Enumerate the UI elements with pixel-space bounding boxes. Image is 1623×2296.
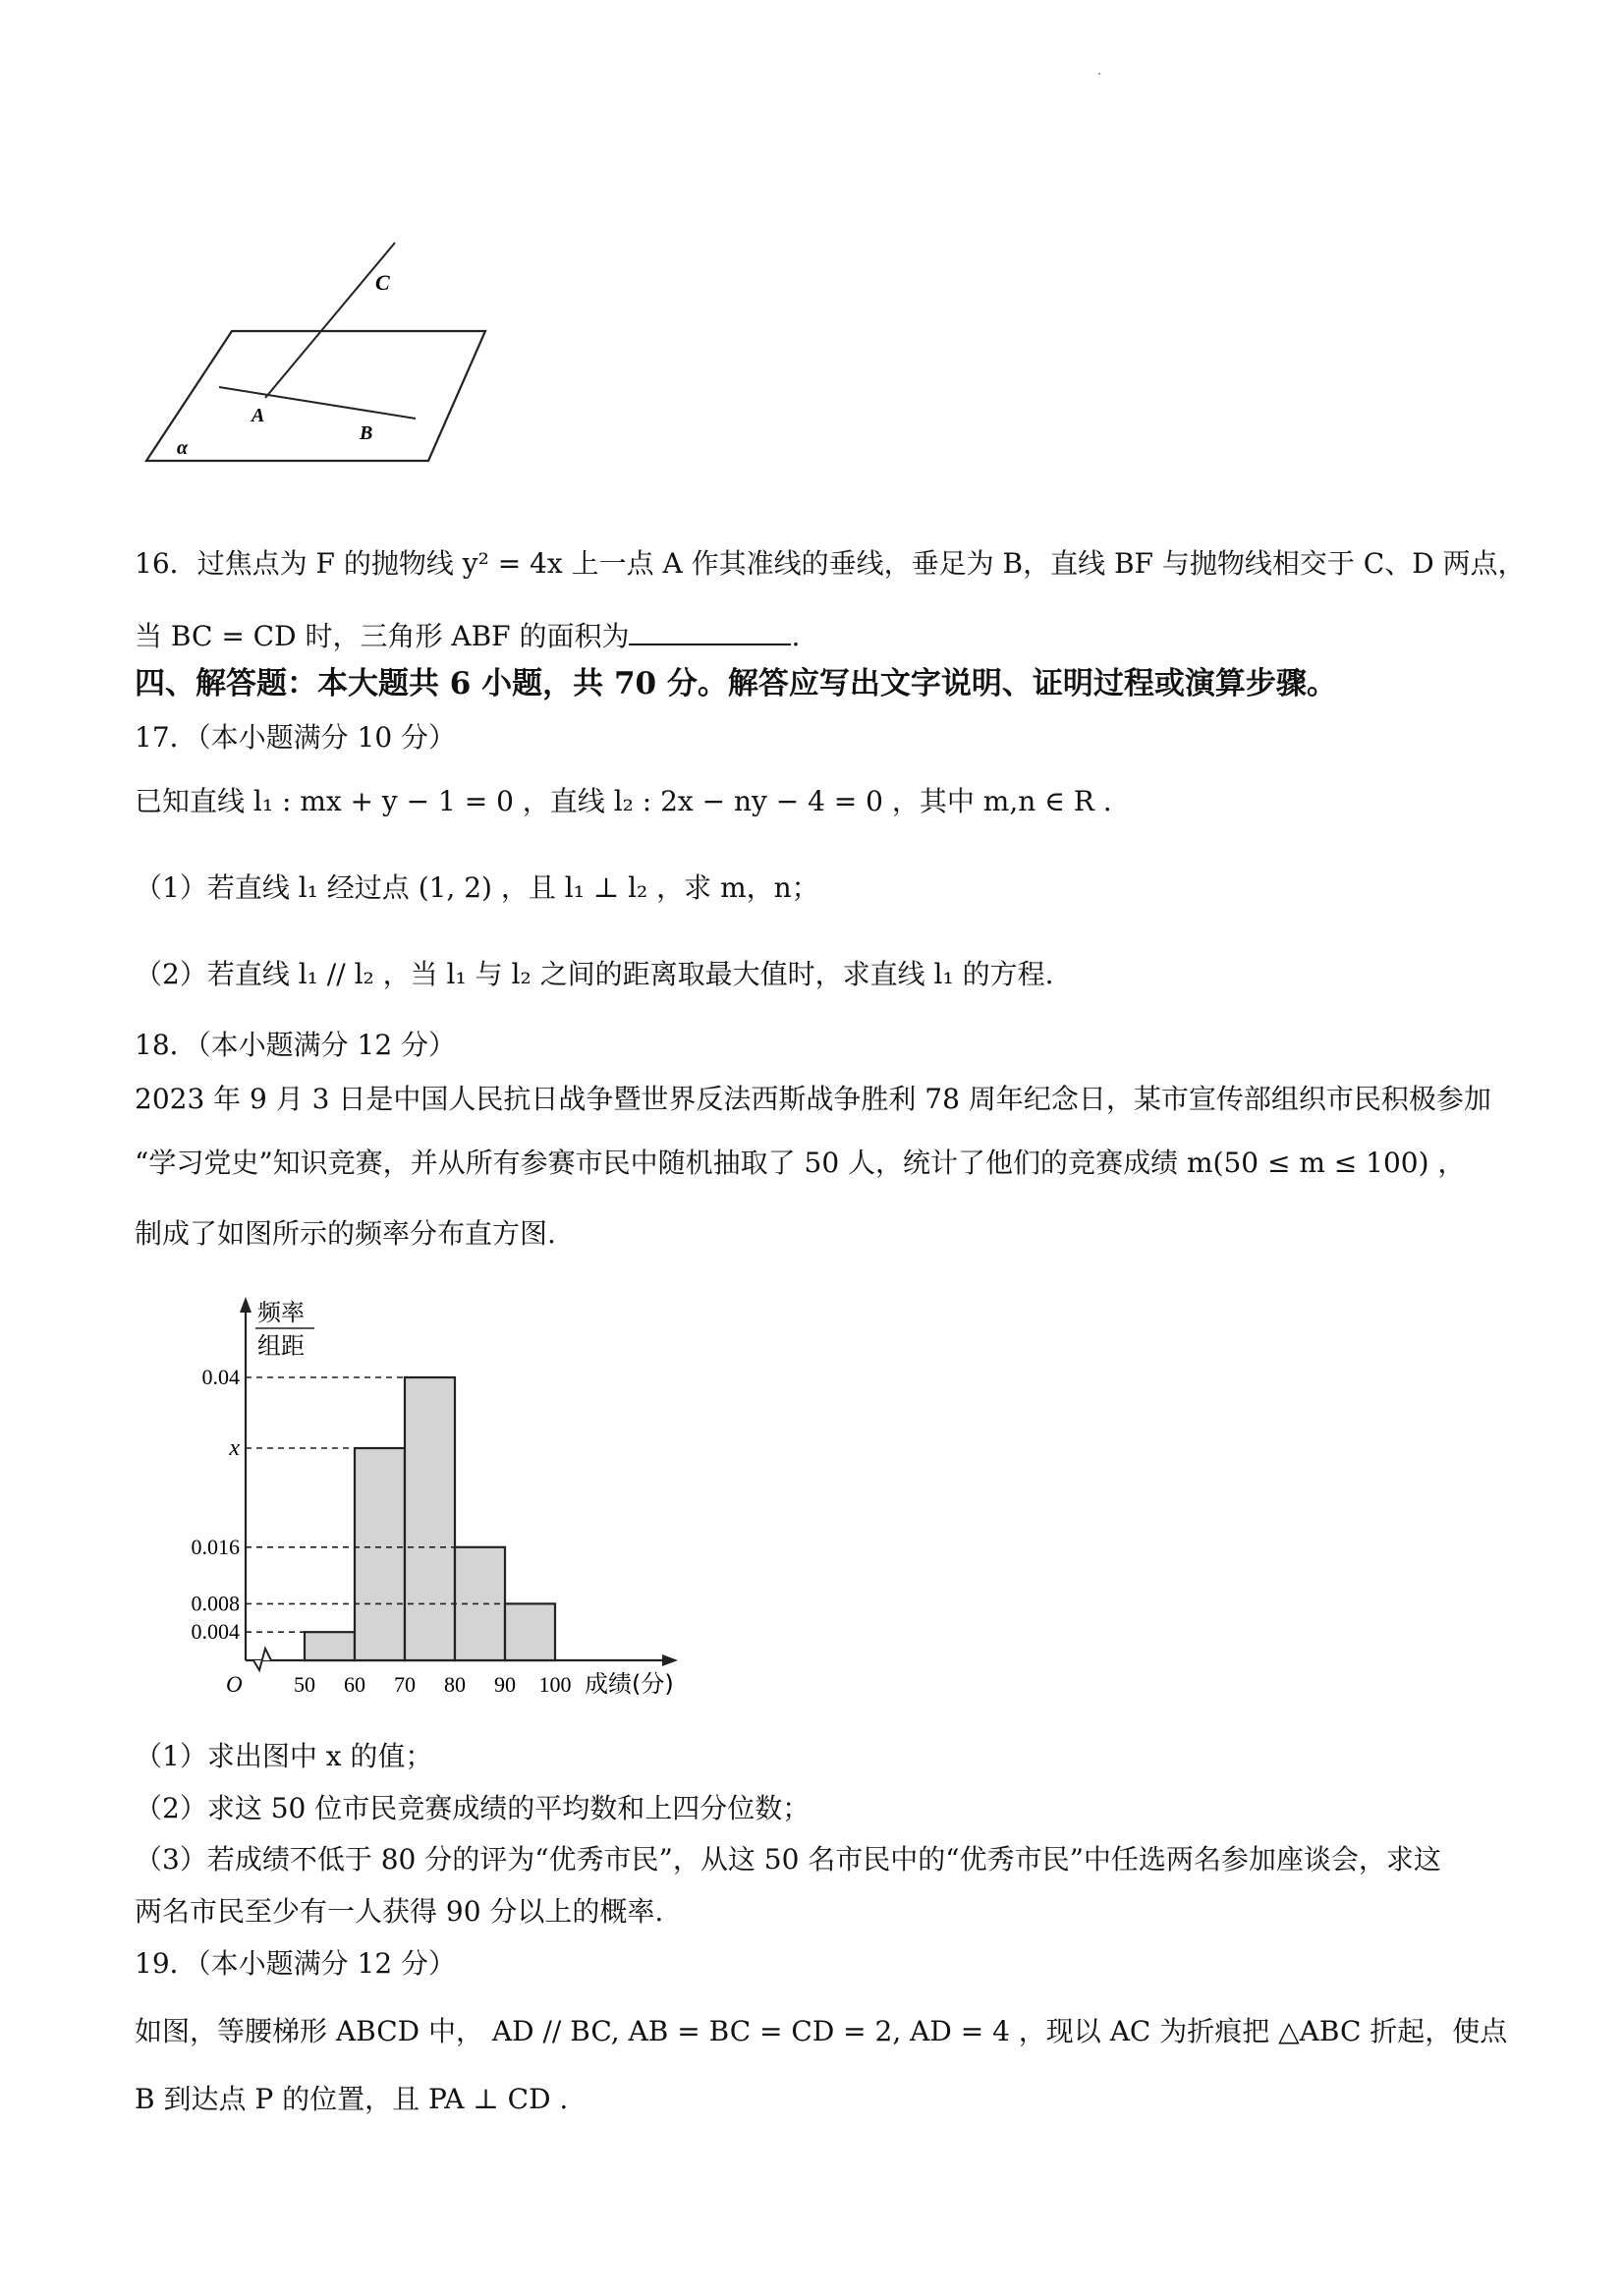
histogram-bar [405, 1377, 455, 1660]
q16-line2-suffix: . [791, 620, 801, 652]
x-tick-label: 80 [444, 1672, 466, 1697]
frequency-histogram [157, 1287, 707, 1709]
label-a: A [252, 405, 265, 426]
y-tick-label: 0.016 [191, 1534, 240, 1559]
histogram-bar [305, 1632, 355, 1660]
q18-part1: （1）求出图中 x 的值； [135, 1740, 433, 1772]
x-tick-label: 70 [394, 1672, 416, 1697]
q19-stem1: 如图，等腰梯形 ABCD 中， AD // BC, AB = BC = CD = 2, AD = 4 ，现以 AC 为折痕把 △ABC 折起，使点 [135, 2015, 1508, 2047]
line-ab [219, 387, 416, 419]
y-axis-label-bottom: 组距 [257, 1332, 305, 1360]
line-ac [265, 243, 395, 398]
x-axis-label: 成绩(分) [585, 1670, 674, 1698]
q18-stem1: 2023 年 9 月 3 日是中国人民抗日战争暨世界反法西斯战争胜利 78 周年纪念日，某市宣传部组织市民积极参加 [135, 1083, 1491, 1115]
q19-header: 19．（本小题满分 12 分） [135, 1947, 457, 1980]
q19-stem2: B 到达点 P 的位置，且 PA ⊥ CD . [135, 2083, 569, 2115]
q18-header: 18．（本小题满分 12 分） [135, 1029, 457, 1061]
q16-line1: 16．过焦点为 F 的抛物线 y² = 4x 上一点 A 作其准线的垂线，垂足为 B，直线 BF 与抛物线相交于 C、D 两点， [135, 547, 1526, 580]
q16-line2-prefix: 当 BC = CD 时，三角形 ABF 的面积为 [135, 620, 630, 652]
q17-header: 17．（本小题满分 10 分） [135, 721, 457, 754]
x-tick-label: 50 [294, 1672, 315, 1697]
x-tick-label: 90 [494, 1672, 516, 1697]
plane-alpha [146, 331, 485, 461]
y-tick-label: 0.008 [191, 1591, 240, 1616]
histogram-bar [355, 1448, 405, 1660]
q18-stem3: 制成了如图所示的频率分布直方图. [135, 1217, 556, 1250]
scan-dot [1098, 73, 1100, 75]
q18-part2: （2）求这 50 位市民竞赛成绩的平均数和上四分位数； [135, 1792, 811, 1824]
answer-blank[interactable] [629, 616, 791, 645]
y-tick-label: 0.004 [191, 1619, 240, 1645]
y-tick-label: 0.04 [201, 1365, 240, 1389]
q18-part3a: （3）若成绩不低于 80 分的评为“优秀市民”，从这 50 名市民中的“优秀市民”中任选两名参加座谈会，求这 [135, 1843, 1441, 1876]
label-alpha: α [177, 437, 189, 459]
histogram-bar [505, 1603, 555, 1660]
section-heading: 四、解答题：本大题共 6 小题，共 70 分。解答应写出文字说明、证明过程或演算步骤。 [135, 666, 1337, 701]
y-tick-label: x [229, 1435, 240, 1461]
label-b: B [360, 422, 373, 444]
q17-stem: 已知直线 l₁ : mx + y − 1 = 0 ，直线 l₂ : 2x − ny − 4 = 0 ，其中 m,n ∈ R . [135, 785, 1112, 817]
x-axis-arrow [662, 1654, 678, 1666]
y-axis-label-top: 频率 [257, 1299, 305, 1326]
q18-part3b: 两名市民至少有一人获得 90 分以上的概率. [135, 1895, 664, 1928]
y-axis-arrow [240, 1297, 252, 1313]
label-c: C [375, 270, 390, 295]
plane-figure [138, 231, 501, 476]
q16-line2 [135, 616, 800, 654]
origin-label: O [226, 1672, 243, 1697]
x-tick-label: 100 [538, 1672, 572, 1697]
q17-part2: （2）若直线 l₁ // l₂ ，当 l₁ 与 l₂ 之间的距离取最大值时，求直线 l₁ 的方程. [135, 958, 1054, 990]
q18-stem2: “学习党史”知识竞赛，并从所有参赛市民中随机抽取了 50 人，统计了他们的竞赛成绩 m(50 ≤ m ≤ 100) ， [135, 1147, 1466, 1179]
x-tick-label: 60 [344, 1672, 365, 1697]
q17-part1: （1）若直线 l₁ 经过点 (1, 2) ，且 l₁ ⊥ l₂ ，求 m，n； [135, 871, 819, 904]
